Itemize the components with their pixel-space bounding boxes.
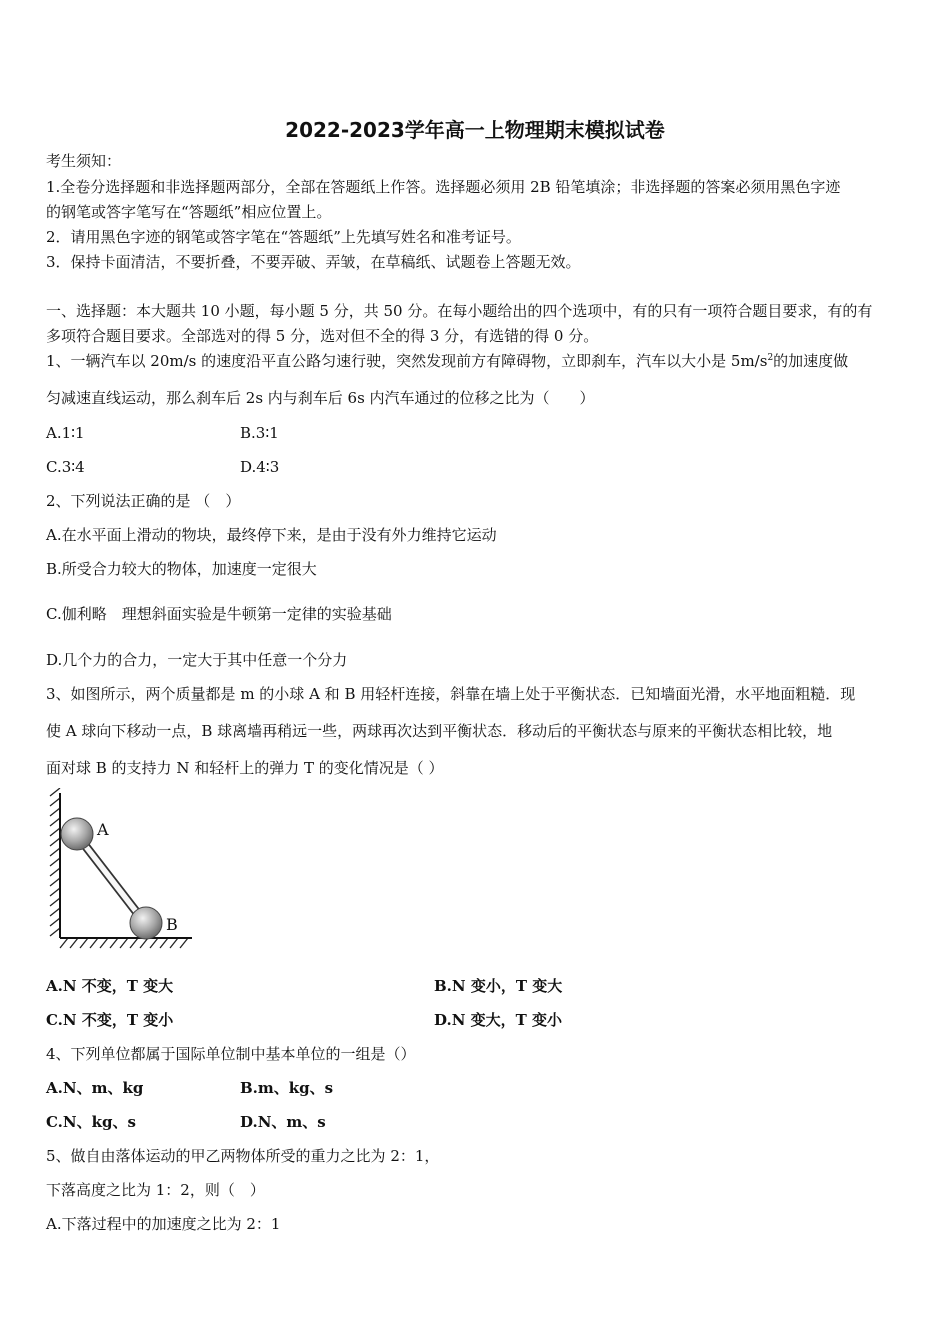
q1-stem-line-1 [46, 351, 848, 371]
q1-option-b: B.3∶1 [240, 424, 279, 442]
q1-superscript: 2 [767, 353, 774, 363]
q3-option-d: D.N 变大，T 变小 [434, 1011, 563, 1029]
q3-option-a: A.N 不变，T 变大 [46, 977, 174, 995]
ball-a [61, 818, 93, 850]
q1-option-a: A.1∶1 [46, 424, 85, 442]
q4-option-b: B.m、kg、s [240, 1079, 334, 1097]
notice-line-1b: 的钢笔或答字笔写在“答题纸”相应位置上。 [46, 203, 332, 221]
q2-option-a: A.在水平面上滑动的物块，最终停下来，是由于没有外力维持它运动 [46, 526, 497, 544]
q3-option-b: B.N 变小，T 变大 [434, 977, 563, 995]
q1-option-c: C.3∶4 [46, 458, 85, 476]
q5-stem-line-2: 下落高度之比为 1：2，则（ ） [46, 1181, 265, 1199]
q4-option-d: D.N、m、s [240, 1113, 326, 1131]
section-intro-line-2: 多项符合题目要求。全部选对的得 5 分，选对但不全的得 3 分，有选错的得 0 分。 [46, 327, 599, 345]
page-title: 2022-2023学年高一上物理期末模拟试卷 [285, 118, 665, 142]
q4-option-c: C.N、kg、s [46, 1113, 136, 1131]
q1-stem-text-b: 的加速度做 [773, 352, 849, 370]
section-intro-line-1: 一、选择题：本大题共 10 小题，每小题 5 分，共 50 分。在每小题给出的四个选项中，有的只有一项符合题目要求，有的有 [46, 302, 873, 320]
q1-stem-line-2: 匀减速直线运动，那么刹车后 2s 内与刹车后 6s 内汽车通过的位移之比为（ ） [46, 389, 595, 407]
q2-option-d: D.几个力的合力，一定大于其中任意一个分力 [46, 651, 348, 669]
q4-stem: 4、下列单位都属于国际单位制中基本单位的一组是（） [46, 1045, 416, 1063]
q1-option-d: D.4∶3 [240, 458, 280, 476]
q3-stem-line-3: 面对球 B 的支持力 N 和轻杆上的弹力 T 的变化情况是（ ） [46, 759, 444, 777]
notice-line-2: 2．请用黑色字迹的钢笔或答字笔在“答题纸”上先填写姓名和准考证号。 [46, 228, 521, 246]
q2-option-b: B.所受合力较大的物体，加速度一定很大 [46, 560, 317, 578]
q3-figure [40, 788, 200, 953]
notice-heading: 考生须知： [46, 152, 122, 170]
q2-option-c: C.伽利略 理想斜面实验是牛顿第一定律的实验基础 [46, 605, 392, 623]
q3-stem-line-1: 3、如图所示，两个质量都是 m 的小球 A 和 B 用轻杆连接，斜靠在墙上处于平衡状态．已知墙面光滑，水平地面粗糙．现 [46, 685, 856, 703]
floor-hatching [60, 938, 188, 948]
q3-option-c: C.N 不变，T 变小 [46, 1011, 174, 1029]
notice-line-3: 3．保持卡面清洁，不要折叠，不要弄破、弄皱，在草稿纸、试题卷上答题无效。 [46, 253, 581, 271]
q4-option-a: A.N、m、kg [46, 1079, 144, 1097]
q5-stem-line-1: 5、做自由落体运动的甲乙两物体所受的重力之比为 2：1， [46, 1147, 440, 1165]
label-b: B [166, 915, 178, 934]
label-a: A [97, 820, 109, 839]
notice-line-1a: 1.全卷分选择题和非选择题两部分，全部在答题纸上作答。选择题必须用 2B 铅笔填涂；非选择题的答案必须用黑色字迹 [46, 178, 841, 196]
q3-stem-line-2: 使 A 球向下移动一点，B 球离墙再稍远一些，两球再次达到平衡状态．移动后的平衡状态与原来的平衡状态相比较，地 [46, 722, 833, 740]
rod [77, 835, 145, 923]
q1-stem-text-a: 1、一辆汽车以 20m/s 的速度沿平直公路匀速行驶，突然发现前方有障碍物，立即刹车，汽车以大小是 5m/s [46, 352, 768, 370]
ball-b [130, 907, 162, 939]
q5-option-a: A.下落过程中的加速度之比为 2：1 [46, 1215, 281, 1233]
wall-hatching [50, 788, 60, 936]
q2-stem: 2、下列说法正确的是 （ ） [46, 492, 241, 510]
